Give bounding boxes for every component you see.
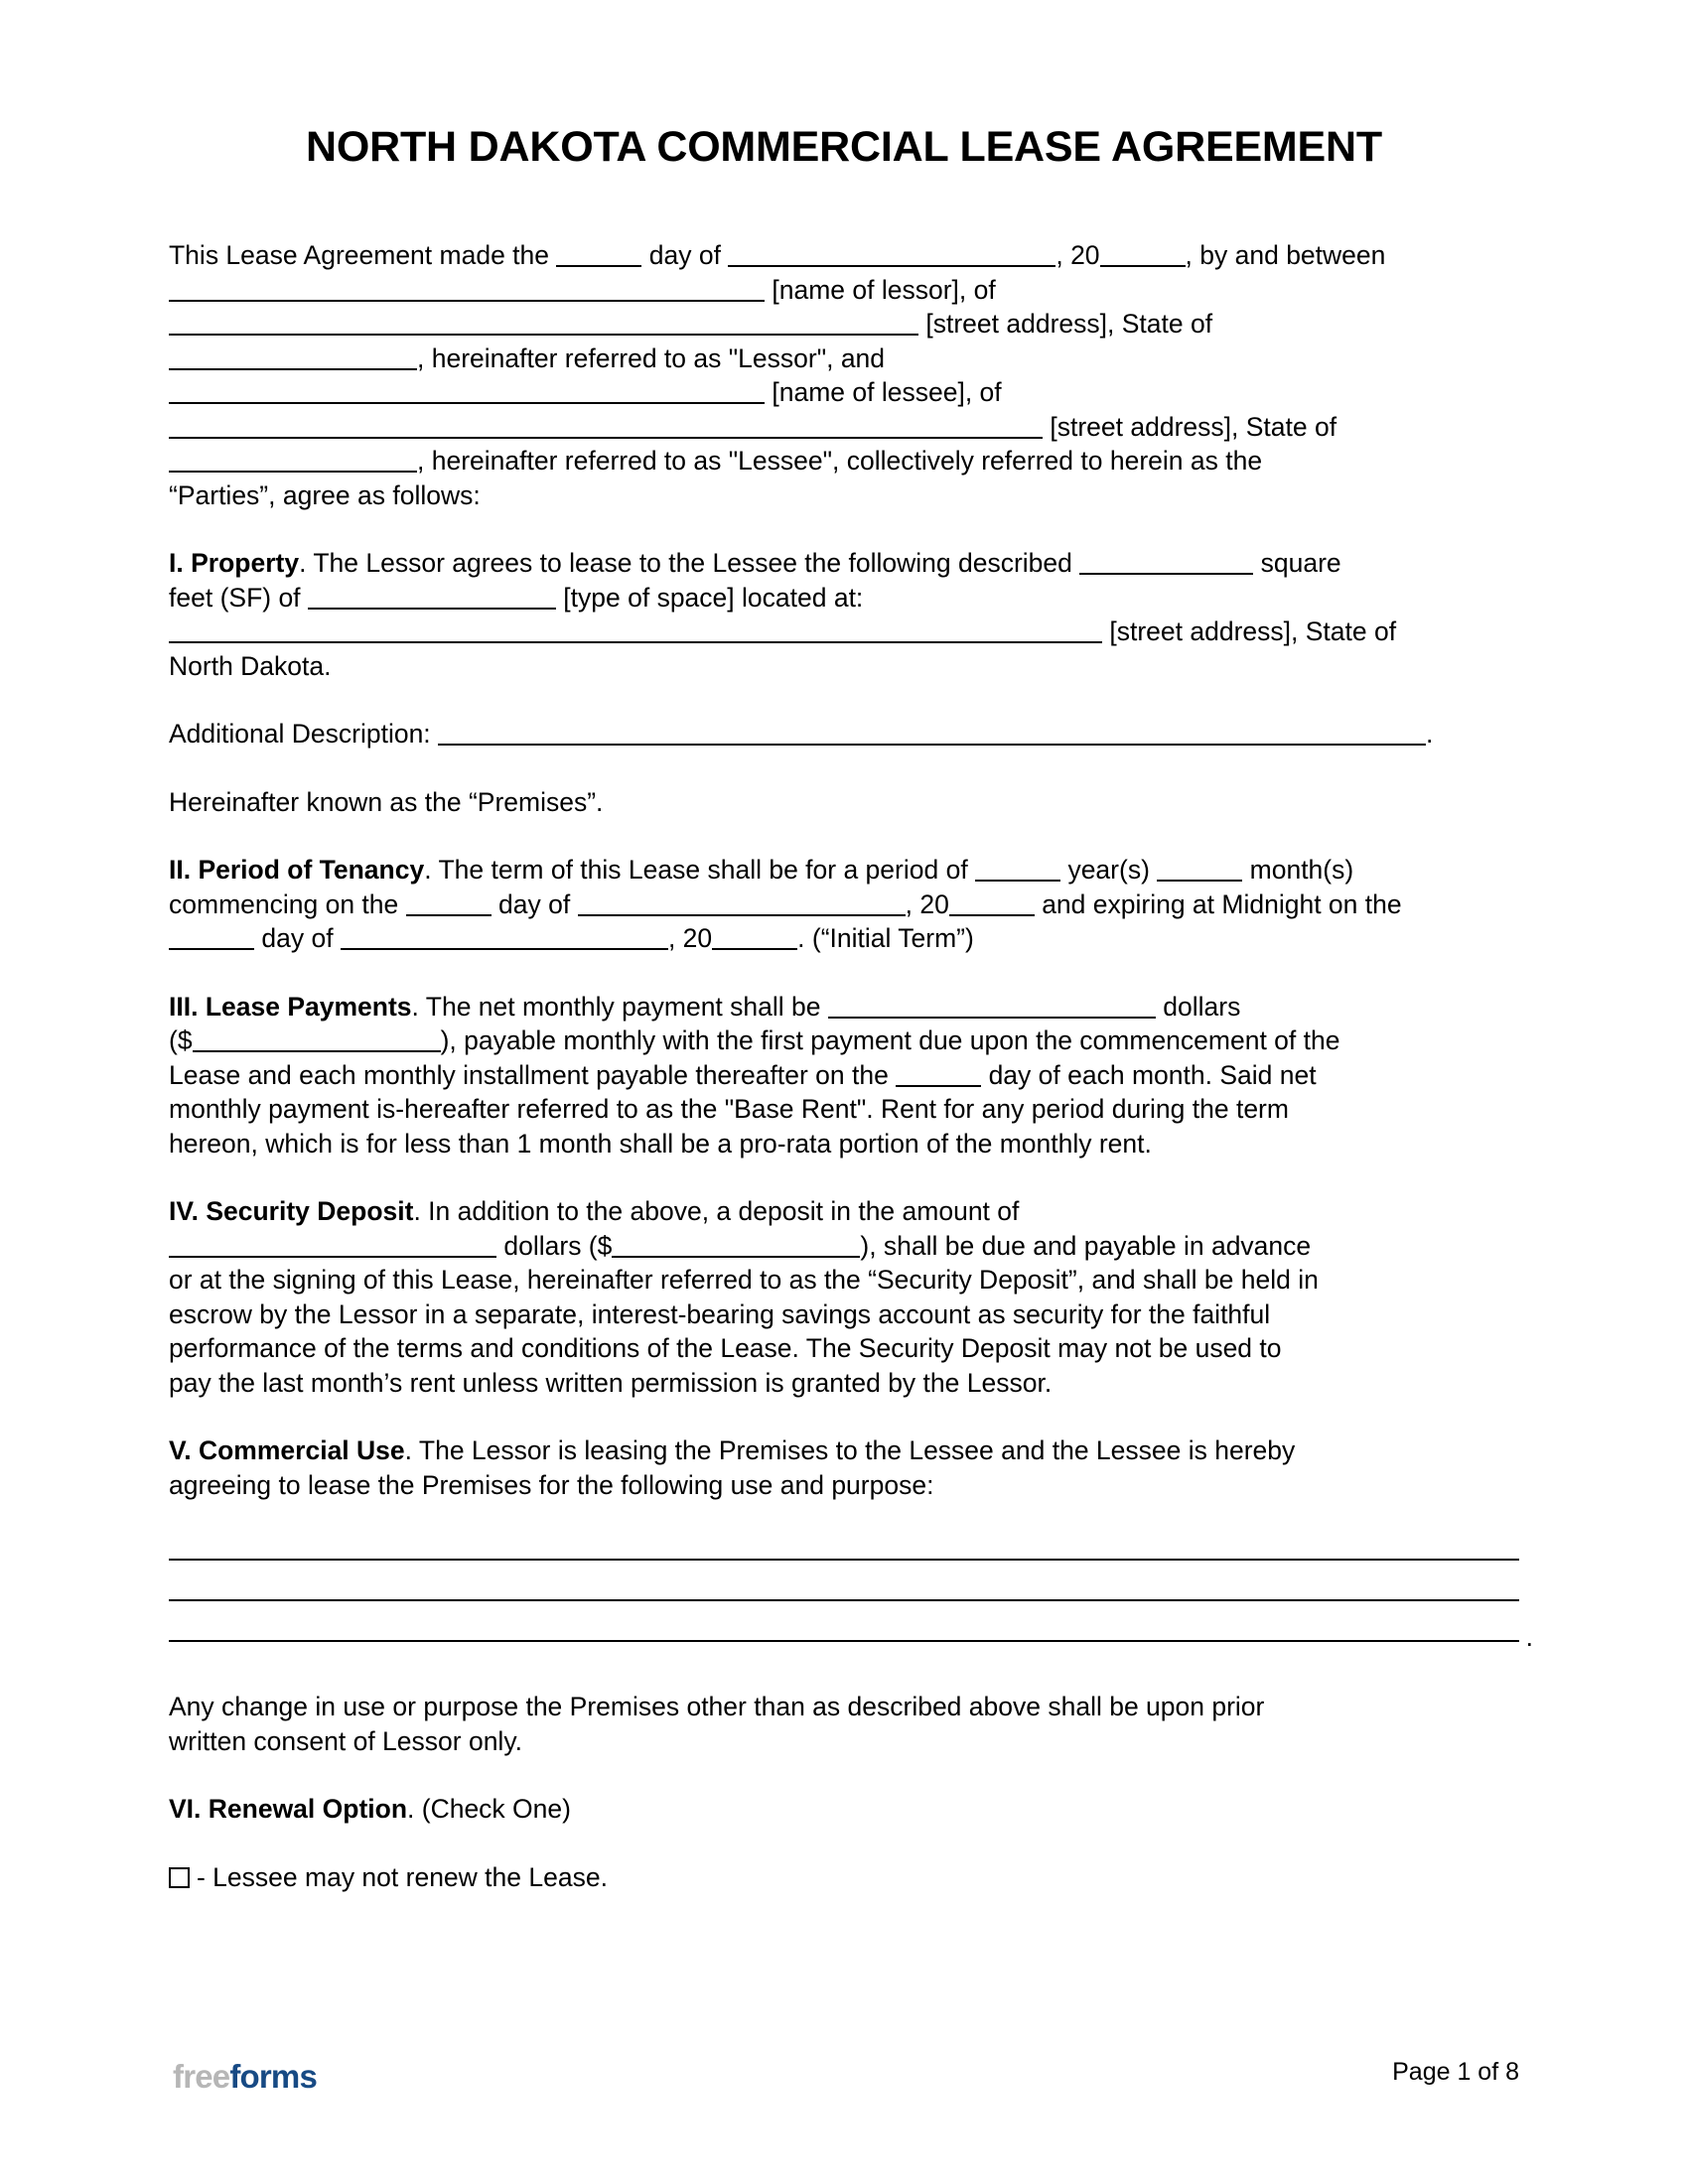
section-commercial-use: [169, 1433, 1519, 1502]
logo-text-forms: forms: [229, 2058, 318, 2095]
payment-due-day-blank[interactable]: [896, 1065, 981, 1087]
section-period-line3a: day of: [261, 923, 334, 954]
section-commercial-use-heading: V. Commercial Use: [169, 1435, 405, 1466]
intro-line1-dayof: day of: [648, 240, 721, 271]
monthly-payment-amount-blank[interactable]: [193, 1030, 441, 1052]
expire-month-blank[interactable]: [341, 928, 668, 950]
deposit-words-blank[interactable]: [169, 1236, 496, 1258]
commence-month-blank[interactable]: [578, 894, 906, 916]
section-period-of-tenancy: [169, 853, 1519, 956]
use-blank-line-2[interactable]: [169, 1569, 1519, 1609]
renewal-option-1-label: - Lessee may not renew the Lease.: [197, 1861, 608, 1892]
lessee-name-blank[interactable]: [169, 382, 765, 404]
lessor-address-label: [street address], State of: [925, 309, 1213, 340]
section-period-line3c: . (“Initial Term”): [797, 923, 974, 954]
commercial-use-blank-lines: [169, 1528, 1533, 1652]
checkbox-icon[interactable]: [169, 1867, 190, 1888]
type-of-space-blank[interactable]: [308, 588, 556, 610]
use-blank-period: .: [1525, 1621, 1533, 1652]
section-security-deposit-line3: or at the signing of this Lease, hereinafter referred to as the “Security Deposit”, and shall be held in: [169, 1265, 1319, 1296]
section-renewal-option: [169, 1792, 1519, 1827]
page-title: NORTH DAKOTA COMMERCIAL LEASE AGREEMENT: [306, 123, 1382, 171]
section-lease-payments-line3a: Lease and each monthly installment payable thereafter on the: [169, 1059, 889, 1090]
intro-line1-prefix: This Lease Agreement made the: [169, 240, 550, 271]
section-property-line2a: feet (SF) of: [169, 582, 301, 613]
section-renewal-option-heading: VI. Renewal Option: [169, 1794, 408, 1825]
section-renewal-option-line1: . (Check One): [407, 1794, 571, 1825]
section-property-line3b: [street address], State of: [1109, 616, 1397, 647]
section-lease-payments-line2a: ($: [169, 1025, 193, 1056]
expire-year-blank[interactable]: [712, 928, 797, 950]
section-lease-payments-line2b: ), payable monthly with the first payment due upon the commencement of the: [440, 1025, 1340, 1056]
page-footer: [169, 2045, 1519, 2093]
section-security-deposit-line1: . In addition to the above, a deposit in the amount of: [413, 1196, 1020, 1227]
section-period-line2c: , 20: [905, 888, 949, 919]
property-address-blank[interactable]: [169, 621, 1102, 643]
section-property-line4: North Dakota.: [169, 650, 332, 681]
intro-line1-year: , 20: [1055, 240, 1100, 271]
section-security-deposit: [169, 1194, 1519, 1400]
section-lease-payments-line4: monthly payment is-hereafter referred to as the "Base Rent". Rent for any period during the term: [169, 1094, 1289, 1125]
use-blank-line-1[interactable]: [169, 1528, 1519, 1569]
lessee-name-label: [name of lessee], of: [772, 377, 1002, 408]
lessor-name-blank[interactable]: [169, 280, 765, 302]
section-lease-payments: [169, 990, 1519, 1161]
day-blank[interactable]: [556, 245, 641, 267]
lessor-name-label: [name of lessor], of: [772, 274, 996, 305]
lessor-state-blank[interactable]: [169, 348, 417, 370]
lessor-address-blank[interactable]: [169, 314, 918, 336]
lessee-address-label: [street address], State of: [1050, 411, 1337, 442]
section-period-months: month(s): [1249, 855, 1354, 886]
document-body: [169, 238, 1533, 1894]
section-security-deposit-heading: IV. Security Deposit: [169, 1196, 414, 1227]
additional-description-label: Additional Description:: [169, 719, 431, 750]
freeforms-logo: [173, 2060, 317, 2093]
section-commercial-use-line1: . The Lessor is leasing the Premises to the Lessee and the Lessee is hereby: [404, 1435, 1296, 1466]
premises-line: Hereinafter known as the “Premises”.: [169, 786, 604, 817]
logo-text-free: free: [173, 2058, 230, 2095]
section-period-line3b: , 20: [667, 923, 713, 954]
year-blank[interactable]: [1100, 245, 1186, 267]
section-property-line1a: . The Lessor agrees to lease to the Lessee the following described: [299, 548, 1072, 579]
section-lease-payments-line3b: day of each month. Said net: [988, 1059, 1317, 1090]
section-security-deposit-line2a: dollars ($: [503, 1230, 613, 1261]
lessee-state-label: , hereinafter referred to as "Lessee", collectively referred to herein as the: [417, 446, 1263, 477]
section-security-deposit-line5: performance of the terms and conditions of the Lease. The Security Deposit may not be used to: [169, 1333, 1282, 1364]
section-security-deposit-line2b: ), shall be due and payable in advance: [860, 1230, 1312, 1261]
section-property-heading: I. Property: [169, 548, 300, 579]
section-property-line2b: [type of space] located at:: [563, 582, 864, 613]
commence-year-blank[interactable]: [949, 894, 1035, 916]
section-lease-payments-line1a: . The net monthly payment shall be: [411, 991, 821, 1022]
section-security-deposit-line4: escrow by the Lessor in a separate, interest-bearing savings account as security for the faithful: [169, 1298, 1271, 1329]
lessor-state-label: , hereinafter referred to as "Lessor", and: [417, 342, 886, 373]
page-number: Page 1 of 8: [1392, 2058, 1519, 2086]
section-period-heading: II. Period of Tenancy: [169, 855, 425, 886]
lessee-address-blank[interactable]: [169, 417, 1043, 439]
section-property: [169, 546, 1519, 683]
term-years-blank[interactable]: [975, 860, 1060, 882]
section-period-line2b: day of: [498, 888, 571, 919]
use-blank-line-3[interactable]: [169, 1609, 1533, 1652]
commercial-use-note: [169, 1690, 1519, 1758]
month-blank[interactable]: [728, 245, 1055, 267]
section-lease-payments-heading: III. Lease Payments: [169, 991, 412, 1022]
section-period-years: year(s): [1067, 855, 1150, 886]
commence-day-blank[interactable]: [406, 894, 492, 916]
additional-description-period: .: [1426, 719, 1434, 750]
section-commercial-use-line2: agreeing to lease the Premises for the following use and purpose:: [169, 1469, 934, 1500]
renewal-option-1[interactable]: [169, 1860, 1519, 1895]
section-lease-payments-dollars: dollars: [1163, 991, 1241, 1022]
section-security-deposit-line6: pay the last month’s rent unless written permission is granted by the Lessor.: [169, 1367, 1053, 1398]
section-lease-payments-line5: hereon, which is for less than 1 month shall be a pro-rata portion of the monthly rent.: [169, 1128, 1152, 1159]
commercial-use-note-line1: Any change in use or purpose the Premises other than as described above shall be upon prior: [169, 1692, 1265, 1722]
use-rule-1: [169, 1559, 1519, 1561]
parties-label: “Parties”, agree as follows:: [169, 479, 481, 510]
section-property-line1b: square: [1260, 548, 1341, 579]
section-period-line2d: and expiring at Midnight on the: [1042, 888, 1402, 919]
monthly-payment-words-blank[interactable]: [828, 997, 1156, 1019]
deposit-amount-blank[interactable]: [612, 1236, 860, 1258]
additional-description-blank[interactable]: [438, 724, 1426, 746]
use-rule-2: [169, 1599, 1519, 1601]
commercial-use-note-line2: written consent of Lessor only.: [169, 1725, 522, 1756]
section-period-line2a: commencing on the: [169, 888, 399, 919]
term-months-blank[interactable]: [1157, 860, 1242, 882]
square-feet-blank[interactable]: [1079, 553, 1253, 575]
expire-day-blank[interactable]: [169, 928, 254, 950]
intro-paragraph: [169, 238, 1519, 512]
lessee-state-blank[interactable]: [169, 451, 417, 473]
use-rule-3: [169, 1640, 1519, 1642]
intro-line1-suffix: , by and between: [1185, 240, 1386, 271]
section-period-line1a: . The term of this Lease shall be for a period of: [424, 855, 968, 886]
additional-description-row: [169, 717, 1519, 751]
